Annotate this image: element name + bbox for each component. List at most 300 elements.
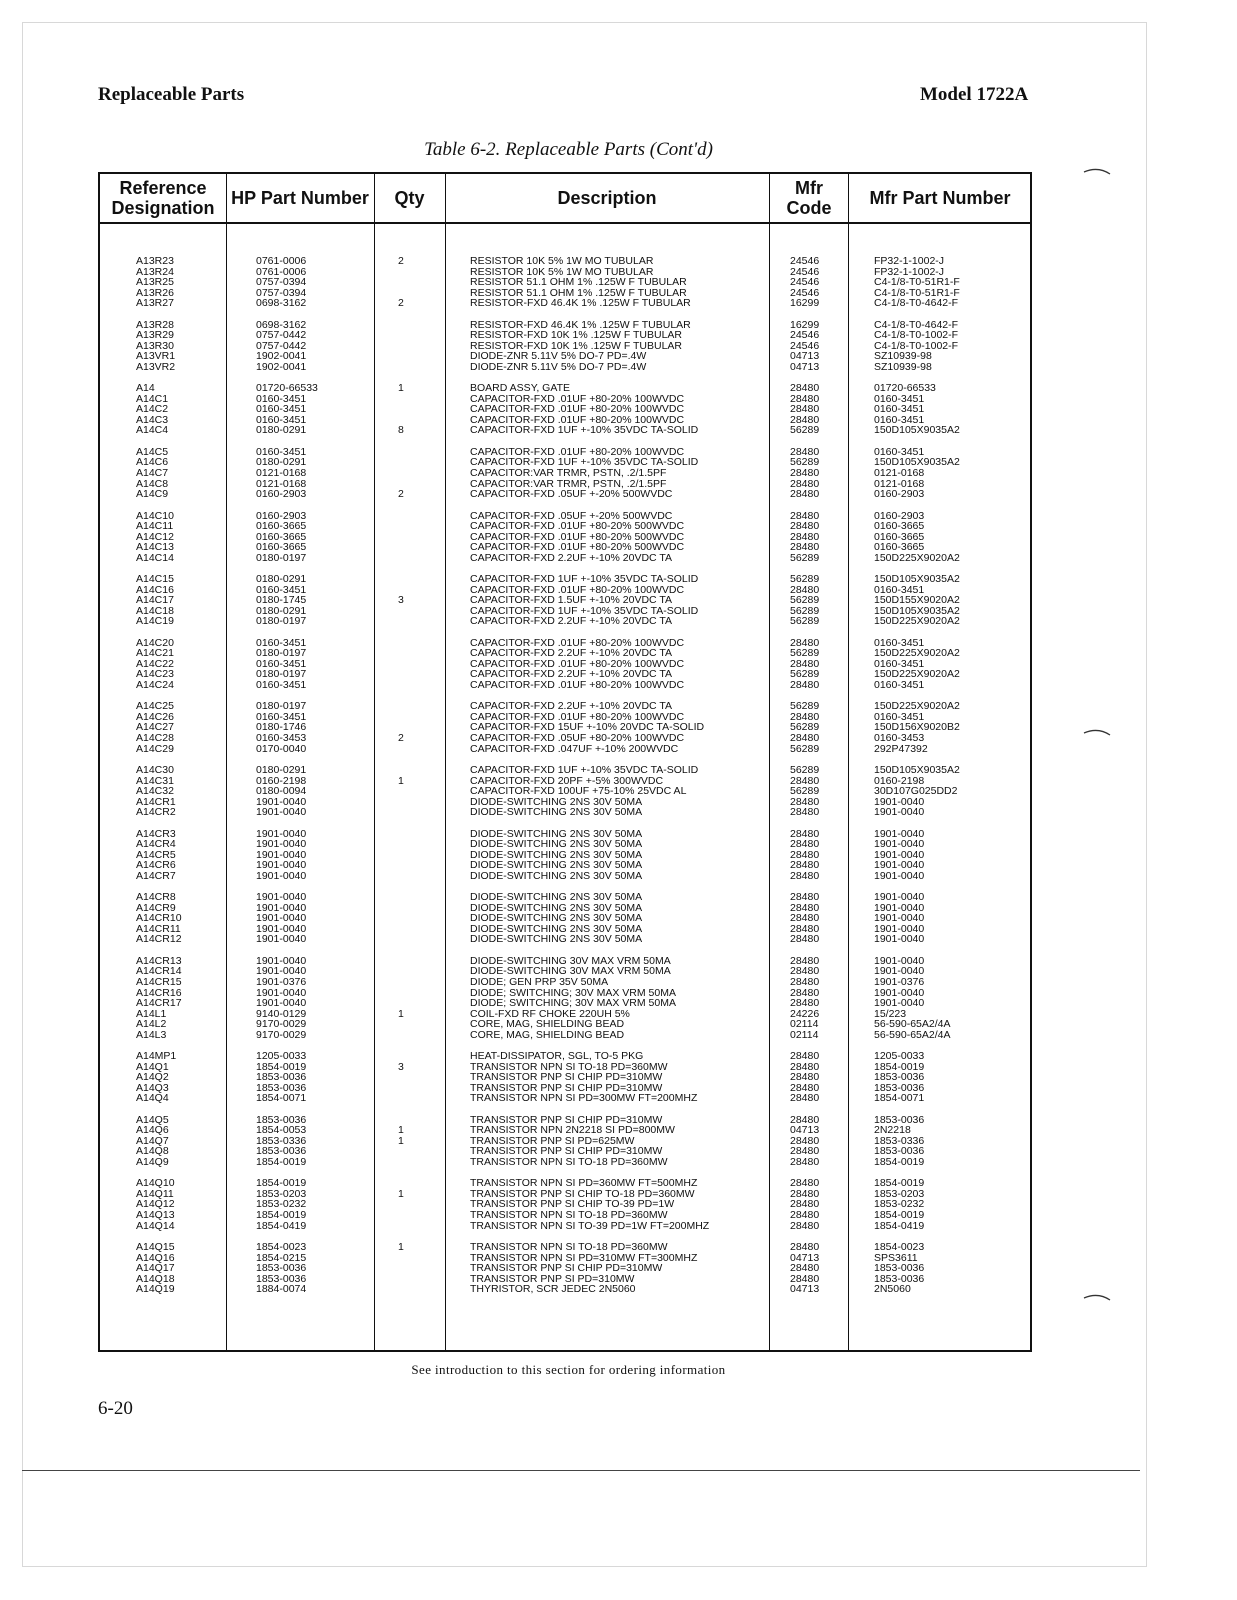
mfr-code: 28480 (790, 477, 820, 490)
mfr-code: 28480 (790, 891, 820, 904)
reference-designation: A14C8 (136, 477, 169, 490)
mfr-part-number: 1853-0036 (874, 1272, 925, 1285)
mfr-code: 28480 (790, 403, 820, 416)
mfr-code: 28480 (790, 869, 820, 882)
reference-designation: A14C2 (136, 403, 169, 416)
qty-value (398, 659, 404, 670)
reference-designation: A14C13 (136, 541, 174, 554)
qty-value (398, 1030, 404, 1041)
hp-part-number: 1901-0040 (256, 891, 307, 904)
hp-part-number: 1901-0040 (256, 869, 307, 882)
description: DIODE; SWITCHING; 30V MAX VRM 50MA (470, 997, 676, 1010)
hp-part-number: 01720-66533 (256, 382, 318, 395)
mfr-part-number: 150D225X9020A2 (874, 668, 960, 681)
qty-value (398, 606, 404, 617)
hp-part-number: 1854-0419 (256, 1219, 307, 1232)
hp-part-number: 1854-0019 (256, 1177, 307, 1190)
hp-part-number: 1854-0019 (256, 1209, 307, 1222)
reference-designation: A14C22 (136, 657, 174, 670)
reference-designation: A14Q18 (136, 1272, 175, 1285)
qty-value (398, 1093, 404, 1104)
reference-designation: A14Q11 (136, 1187, 174, 1200)
mfr-part-number: 292P47392 (874, 742, 928, 755)
description: DIODE-SWITCHING 2NS 30V 50MA (470, 795, 643, 808)
qty-value: 1 (398, 1187, 404, 1200)
qty-value (398, 553, 404, 564)
reference-designation: A14C4 (136, 424, 169, 437)
mfr-code: 28480 (790, 1060, 820, 1073)
mfr-code: 28480 (790, 392, 820, 405)
qty-value (398, 362, 404, 373)
reference-designation: A13R29 (136, 329, 174, 342)
reference-designation: A14CR3 (136, 827, 176, 840)
qty-value: 1 (398, 1241, 404, 1254)
qty-value (398, 839, 404, 850)
hp-part-number: 1902-0041 (256, 360, 307, 373)
group-spacer (790, 500, 819, 511)
qty-value (398, 1083, 404, 1094)
mfr-part-number: C4-1/8-T0-4642-F (874, 318, 959, 331)
description: CAPACITOR-FXD 1UF +-10% 35VDC TA-SOLID (470, 604, 699, 617)
mfr-code: 04713 (790, 1251, 820, 1264)
qty-value: 3 (398, 1060, 404, 1073)
hp-part-number: 0121-0168 (256, 477, 307, 490)
qty-value (398, 956, 404, 967)
reference-designation: A14C5 (136, 445, 169, 458)
mfr-part-number: 56-590-65A2/4A (874, 1028, 951, 1041)
hp-part-number: 0180-0197 (256, 615, 307, 628)
description: RESISTOR-FXD 10K 1% .125W F TUBULAR (470, 329, 683, 342)
reference-designation: A14Q16 (136, 1251, 175, 1264)
hp-part-number: 0160-3451 (256, 636, 307, 649)
hp-part-number: 0160-3451 (256, 403, 307, 416)
qty-value (398, 903, 404, 914)
description: CAPACITOR-FXD .01UF +80-20% 100WVDC (470, 583, 685, 596)
mfr-part-number: FP32-1-1002-J (874, 265, 945, 278)
mfr-code: 56289 (790, 594, 820, 607)
mfr-part-number: 150D105X9035A2 (874, 424, 960, 437)
description: DIODE-SWITCHING 2NS 30V 50MA (470, 827, 643, 840)
group-spacer (398, 1168, 404, 1179)
header-mfr-part-number: Mfr Part Number (869, 188, 1011, 208)
qty-value: 8 (398, 424, 404, 437)
description: CAPACITOR-FXD 2.2UF +-10% 20VDC TA (470, 647, 672, 660)
qty-value (398, 267, 404, 278)
description: TRANSISTOR PNP SI CHIP PD=310MW (470, 1262, 663, 1275)
description: DIODE-SWITCHING 30V MAX VRM 50MA (470, 954, 671, 967)
group-spacer (256, 500, 318, 511)
reference-designation: A14CR2 (136, 806, 176, 819)
reference-designation: A14CR9 (136, 901, 176, 914)
reference-designation: A14C23 (136, 668, 174, 681)
description: TRANSISTOR PNP SI CHIP TO-39 PD=1W (470, 1198, 675, 1211)
description: CAPACITOR-FXD 100UF +75-10% 25VDC AL (470, 785, 687, 798)
mfr-part-number: 1901-0376 (874, 975, 925, 988)
mfr-code: 28480 (790, 382, 820, 395)
qty-value (398, 892, 404, 903)
mfr-code: 24546 (790, 286, 820, 299)
mfr-code: 28480 (790, 1155, 820, 1168)
group-spacer (398, 563, 404, 574)
mfr-part-number: 56-590-65A2/4A (874, 1018, 951, 1031)
mfr-part-number: 1853-0336 (874, 1134, 925, 1147)
qty-value (398, 977, 404, 988)
mfr-part-number: 150D105X9035A2 (874, 764, 960, 776)
qty-value (398, 1210, 404, 1221)
reference-designation: A14Q9 (136, 1155, 169, 1168)
group-spacer (398, 818, 404, 829)
mfr-code: 28480 (790, 710, 820, 723)
description: CAPACITOR:VAR TRMR, PSTN, .2/1.5PF (470, 466, 667, 479)
mfr-code: 16299 (790, 318, 820, 331)
description: TRANSISTOR NPN SI TO-18 PD=360MW (470, 1155, 668, 1168)
hp-part-number: 0761-0006 (256, 265, 307, 278)
reference-designation: A14CR13 (136, 954, 182, 967)
hp-part-number: 1854-0215 (256, 1251, 307, 1264)
mfr-code: 56289 (790, 742, 820, 755)
qty-value (398, 542, 404, 553)
description: DIODE-SWITCHING 2NS 30V 50MA (470, 859, 643, 872)
hp-part-number: 1901-0040 (256, 933, 307, 946)
mfr-code: 24546 (790, 265, 820, 278)
mfr-part-number: 0160-3451 (874, 678, 925, 691)
description: HEAT-DISSIPATOR, SGL, TO-5 PKG (470, 1050, 644, 1063)
mfr-part-number: 0160-2903 (874, 488, 925, 501)
reference-designation: A14Q14 (136, 1219, 175, 1232)
group-spacer (874, 309, 960, 320)
hp-part-number: 1901-0040 (256, 997, 307, 1010)
mfr-part-number: 0160-3451 (874, 636, 925, 649)
mfr-code: 28480 (790, 774, 820, 787)
description: CAPACITOR-FXD .01UF +80-20% 100WVDC (470, 392, 685, 405)
mfr-code: 24546 (790, 339, 820, 352)
reference-designation: A14C25 (136, 700, 174, 713)
group-spacer (398, 1040, 404, 1051)
reference-designation: A14Q5 (136, 1113, 169, 1126)
qty-value (398, 330, 404, 341)
reference-designation: A14CR17 (136, 997, 182, 1010)
description: TRANSISTOR NPN SI TO-39 PD=1W FT=200MHZ (470, 1219, 710, 1232)
hp-part-number: 0170-0040 (256, 742, 307, 755)
hp-part-number: 1901-0040 (256, 806, 307, 819)
reference-designation: A14C11 (136, 520, 174, 533)
mfr-part-number: 01720-66533 (874, 382, 936, 395)
group-spacer (398, 754, 404, 765)
mfr-code: 28480 (790, 413, 820, 426)
hp-part-number: 1901-0040 (256, 912, 307, 925)
qty-value (398, 616, 404, 627)
qty-value: 1 (398, 1124, 404, 1137)
hp-part-number: 1902-0041 (256, 350, 307, 363)
mfr-code: 28480 (790, 827, 820, 840)
mfr-part-number: 0160-3451 (874, 403, 925, 416)
binding-mark (1082, 727, 1112, 737)
hp-part-number: 0757-0394 (256, 286, 307, 299)
description: CAPACITOR-FXD 20PF +-5% 300WVDC (470, 774, 664, 787)
reference-designation: A14Q3 (136, 1081, 169, 1094)
reference-designation: A14C3 (136, 413, 169, 426)
mfr-code: 28480 (790, 975, 820, 988)
mfr-part-number: 1901-0040 (874, 986, 925, 999)
description: CAPACITOR-FXD 2.2UF +-10% 20VDC TA (470, 700, 672, 713)
reference-designation: A14CR8 (136, 891, 176, 904)
mfr-code: 28480 (790, 1198, 820, 1211)
hp-part-number: 0180-0094 (256, 785, 307, 798)
qty-value (398, 924, 404, 935)
description: BOARD ASSY, GATE (470, 382, 570, 395)
mfr-code: 28480 (790, 1219, 820, 1232)
hp-part-number: 9170-0029 (256, 1028, 307, 1041)
description: TRANSISTOR NPN 2N2218 SI PD=800MW (470, 1124, 675, 1137)
qty-value (398, 850, 404, 861)
hp-part-number: 1901-0040 (256, 795, 307, 808)
description: DIODE; SWITCHING; 30V MAX VRM 50MA (470, 986, 676, 999)
description: TRANSISTOR NPN SI TO-18 PD=360MW (470, 1060, 668, 1073)
description: CAPACITOR-FXD .01UF +80-20% 100WVDC (470, 657, 685, 670)
hp-part-number: 1854-0019 (256, 1155, 307, 1168)
reference-designation: A14Q19 (136, 1283, 175, 1296)
hp-part-number: 1901-0040 (256, 965, 307, 978)
reference-designation: A14Q12 (136, 1198, 175, 1211)
description: COIL-FXD RF CHOKE 220UH 5% (470, 1007, 630, 1020)
qty-value (398, 934, 404, 945)
mfr-part-number: C4-1/8-T0-4642-F (874, 297, 959, 310)
reference-designation: A14C17 (136, 594, 174, 607)
hp-part-number: 0180-0197 (256, 551, 307, 564)
qty-value (398, 829, 404, 840)
qty-value (398, 807, 404, 818)
reference-designation: A14Q4 (136, 1092, 169, 1105)
description: CAPACITOR-FXD 1UF +-10% 35VDC TA-SOLID (470, 424, 699, 437)
hp-part-number: 0757-0442 (256, 329, 307, 342)
description: CAPACITOR-FXD 2.2UF +-10% 20VDC TA (470, 668, 672, 681)
mfr-code: 28480 (790, 541, 820, 554)
qty-value (398, 648, 404, 659)
hp-part-number: 0698-3162 (256, 318, 307, 331)
qty-value (398, 457, 404, 468)
description: RESISTOR 10K 5% 1W MO TUBULAR (470, 255, 654, 267)
hp-part-number: 1901-0040 (256, 922, 307, 935)
mfr-part-number: 1901-0040 (874, 848, 925, 861)
reference-designation: A14Q8 (136, 1145, 169, 1158)
reference-designation: A14CR7 (136, 869, 176, 882)
qty-value (398, 447, 404, 458)
description: CAPACITOR-FXD 2.2UF +-10% 20VDC TA (470, 551, 672, 564)
qty-value (398, 404, 404, 415)
mfr-part-number: 1901-0040 (874, 859, 925, 872)
description: RESISTOR-FXD 46.4K 1% .125W F TUBULAR (470, 318, 691, 331)
mfr-code: 28480 (790, 657, 820, 670)
mfr-code: 28480 (790, 530, 820, 543)
mfr-code: 28480 (790, 1241, 820, 1254)
reference-designation: A14MP1 (136, 1050, 177, 1063)
column-hp-part-number (256, 256, 318, 1295)
mfr-part-number: C4-1/8-T0-51R1-F (874, 286, 960, 299)
qty-value (398, 341, 404, 352)
column-divider (848, 174, 849, 1350)
qty-value (398, 1072, 404, 1083)
qty-value (398, 1221, 404, 1232)
mfr-code: 28480 (790, 636, 820, 649)
description: TRANSISTOR PNP SI PD=625MW (470, 1134, 635, 1147)
hp-part-number: 1853-0036 (256, 1145, 307, 1158)
header-hp-part-number: HP Part Number (231, 188, 369, 208)
column-reference-designation (136, 256, 182, 1295)
qty-value: 3 (398, 594, 404, 607)
mfr-part-number: C4-1/8-T0-1002-F (874, 339, 959, 352)
hp-part-number: 1853-0203 (256, 1187, 307, 1200)
reference-designation: A14C21 (136, 647, 174, 660)
description: DIODE-SWITCHING 2NS 30V 50MA (470, 912, 643, 925)
reference-designation: A14Q1 (136, 1060, 169, 1073)
reference-designation: A14C12 (136, 530, 174, 543)
column-divider (445, 174, 446, 1350)
mfr-code: 02114 (790, 1028, 819, 1041)
mfr-part-number: 1853-0036 (874, 1071, 925, 1084)
qty-value (398, 1284, 404, 1295)
hp-part-number: 1854-0023 (256, 1241, 307, 1254)
qty-value (398, 744, 404, 755)
mfr-part-number: 1901-0040 (874, 922, 925, 935)
mfr-code: 28480 (790, 1177, 820, 1190)
mfr-part-number: 150D225X9020A2 (874, 700, 960, 713)
group-spacer (136, 309, 182, 320)
mfr-code: 56289 (790, 573, 820, 586)
reference-designation: A14C19 (136, 615, 174, 628)
hp-part-number: 0160-3451 (256, 583, 307, 596)
description: CAPACITOR-FXD .05UF +80-20% 100WVDC (470, 732, 685, 745)
page-number: 6-20 (98, 1398, 133, 1419)
mfr-code: 24546 (790, 329, 820, 342)
mfr-code: 28480 (790, 806, 820, 819)
mfr-part-number: 150D105X9035A2 (874, 573, 960, 586)
header-description: Description (557, 188, 657, 208)
qty-value: 1 (398, 382, 404, 395)
mfr-part-number: C4-1/8-T0-51R1-F (874, 276, 960, 289)
reference-designation: A14Q15 (136, 1241, 175, 1254)
mfr-part-number: 1901-0040 (874, 838, 925, 851)
reference-designation: A14L2 (136, 1018, 167, 1031)
group-spacer (256, 309, 318, 320)
description: DIODE-SWITCHING 2NS 30V 50MA (470, 933, 643, 946)
mfr-part-number: 0160-3665 (874, 520, 925, 533)
hp-part-number: 1854-0019 (256, 1060, 307, 1073)
column-mfr-code (790, 256, 819, 1295)
description: CAPACITOR-FXD .01UF +80-20% 100WVDC (470, 636, 685, 649)
reference-designation: A14L1 (136, 1007, 167, 1020)
mfr-code: 28480 (790, 583, 820, 596)
mfr-code: 28480 (790, 965, 820, 978)
description: DIODE-SWITCHING 2NS 30V 50MA (470, 901, 643, 914)
hp-part-number: 0180-0291 (256, 573, 307, 586)
mfr-code: 04713 (790, 350, 820, 363)
hp-part-number: 0160-2198 (256, 774, 307, 787)
qty-value (398, 351, 404, 362)
mfr-part-number: 1901-0040 (874, 795, 925, 808)
group-spacer (470, 500, 709, 511)
qty-value (398, 712, 404, 723)
description: CAPACITOR-FXD .01UF +80-20% 500WVDC (470, 520, 685, 533)
mfr-part-number: 150D225X9020A2 (874, 647, 960, 660)
qty-value: 1 (398, 1007, 404, 1020)
reference-designation: A13R25 (136, 276, 174, 289)
reference-designation: A14CR16 (136, 986, 182, 999)
hp-part-number: 0160-2903 (256, 488, 307, 501)
hp-part-number: 0160-3665 (256, 541, 307, 554)
mfr-part-number: 1901-0040 (874, 869, 925, 882)
reference-designation: A14C29 (136, 742, 174, 755)
mfr-part-number: 0160-3453 (874, 732, 925, 745)
hp-part-number: 0698-3162 (256, 297, 307, 310)
description: CORE, MAG, SHIELDING BEAD (470, 1028, 625, 1041)
hp-part-number: 0180-1746 (256, 721, 307, 734)
qty-value (398, 871, 404, 882)
section-title: Replaceable Parts (98, 84, 245, 105)
model-title: Model 1722A (920, 84, 1029, 105)
qty-value (398, 638, 404, 649)
mfr-code: 28480 (790, 445, 820, 458)
group-spacer (470, 818, 709, 829)
mfr-part-number: 1853-0036 (874, 1081, 925, 1094)
mfr-code: 16299 (790, 297, 820, 310)
mfr-code: 56289 (790, 785, 820, 798)
qty-value (398, 277, 404, 288)
group-spacer (790, 309, 819, 320)
description: DIODE-ZNR 5.11V 5% DO-7 PD=.4W (470, 360, 647, 373)
mfr-code: 56289 (790, 424, 820, 437)
mfr-code: 56289 (790, 604, 820, 617)
mfr-part-number: FP32-1-1002-J (874, 255, 945, 267)
description: CAPACITOR-FXD .01UF +80-20% 100WVDC (470, 413, 685, 426)
hp-part-number: 0160-3451 (256, 445, 307, 458)
mfr-part-number: 1854-0019 (874, 1155, 925, 1168)
reference-designation: A14C28 (136, 732, 174, 745)
description: TRANSISTOR NPN SI PD=360MW FT=500MHZ (470, 1177, 698, 1190)
reference-designation: A14C30 (136, 764, 174, 776)
mfr-code: 28480 (790, 838, 820, 851)
mfr-part-number: 1901-0040 (874, 827, 925, 840)
hp-part-number: 1884-0074 (256, 1283, 307, 1296)
qty-value (398, 1253, 404, 1264)
mfr-part-number: 1901-0040 (874, 891, 925, 904)
reference-designation: A13R28 (136, 318, 174, 331)
mfr-code: 04713 (790, 1124, 820, 1137)
hp-part-number: 1854-0071 (256, 1092, 307, 1105)
description: DIODE-ZNR 5.11V 5% DO-7 PD=.4W (470, 350, 647, 363)
reference-designation: A14 (136, 382, 155, 395)
mfr-code: 28480 (790, 1081, 820, 1094)
group-spacer (470, 309, 709, 320)
mfr-code: 28480 (790, 1209, 820, 1222)
mfr-part-number: 1854-0071 (874, 1092, 925, 1105)
mfr-part-number: 150D105X9035A2 (874, 456, 960, 469)
binding-mark (1082, 1292, 1112, 1302)
mfr-code: 02114 (790, 1018, 819, 1031)
hp-part-number: 0160-3453 (256, 732, 307, 745)
qty-value (398, 532, 404, 543)
binding-mark (1082, 166, 1112, 176)
description: TRANSISTOR PNP SI CHIP TO-18 PD=360MW (470, 1187, 695, 1200)
group-spacer (136, 500, 182, 511)
mfr-code: 28480 (790, 997, 820, 1010)
qty-value (398, 521, 404, 532)
hp-part-number: 9140-0129 (256, 1007, 307, 1020)
mfr-code: 28480 (790, 488, 820, 501)
reference-designation: A14CR5 (136, 848, 176, 861)
mfr-part-number: 1901-0040 (874, 954, 925, 967)
group-spacer (398, 627, 404, 638)
mfr-code: 04713 (790, 1283, 820, 1296)
